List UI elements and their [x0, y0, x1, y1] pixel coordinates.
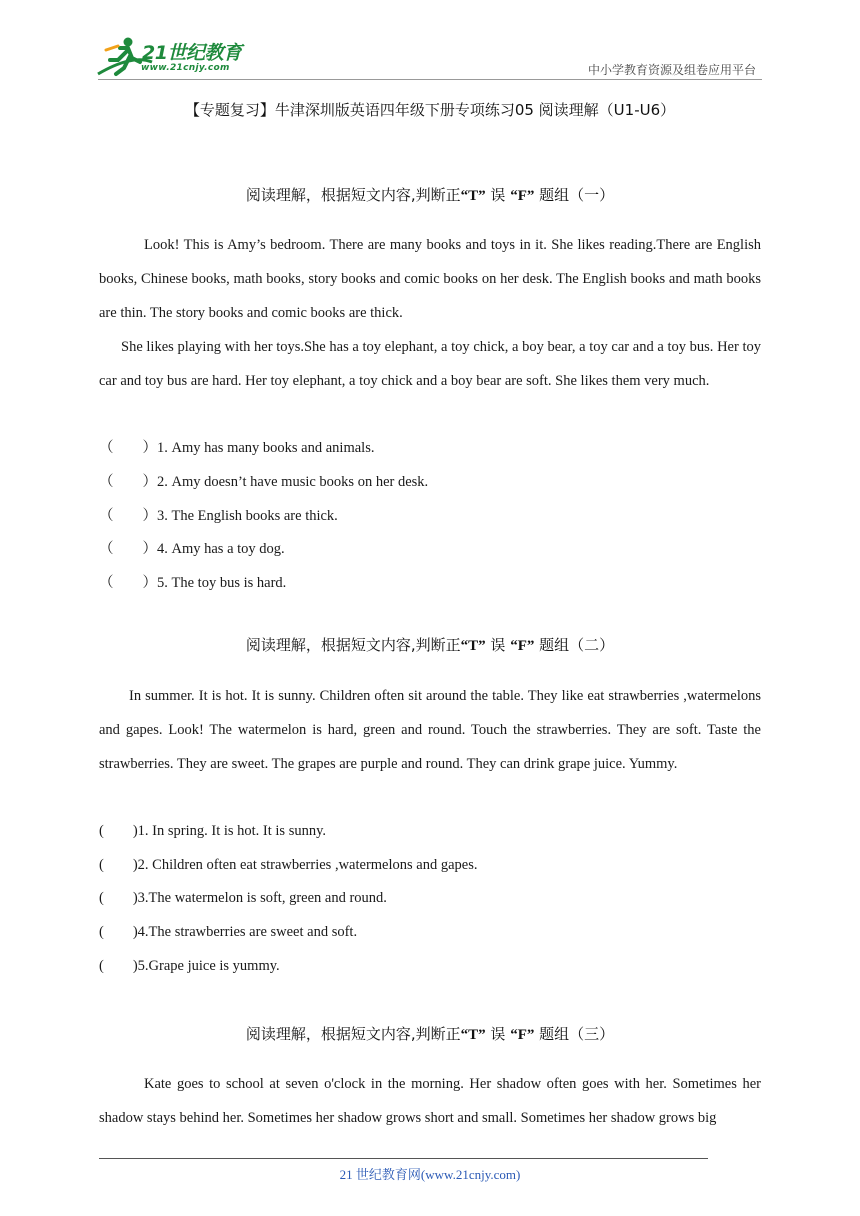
document-title: 【专题复习】牛津深圳版英语四年级下册专项练习05 阅读理解（U1-U6）: [184, 101, 676, 119]
logo-url: www.21cnjy.com: [141, 63, 230, 73]
question-item: ( )1. In spring. It is hot. It is sunny.: [99, 823, 327, 839]
passage-paragraph: She likes playing with her toys.She has a toy elephant, a toy chick, a boy bear, a toy car and a toy bus. Her toy car and toy bus are hard. Her toy elephant, a toy chick and a boy bear are soft. She likes them very much.: [99, 339, 761, 389]
question-item: ( )3.The watermelon is soft, green and round.: [99, 890, 387, 906]
header-platform-text: 中小学教育资源及组卷应用平台: [587, 63, 756, 77]
question-item: ( )2. Children often eat strawberries ,watermelons and gapes.: [99, 857, 478, 873]
logo-text: 21世纪教育: [142, 42, 242, 64]
question-item: ( )5.Grape juice is yummy.: [99, 958, 280, 974]
question-item: ( )4.The strawberries are sweet and soft.: [99, 924, 358, 940]
section-heading-3: 阅读理解，根据短文内容,判断正“T” 误 “F” 题组（三）: [245, 1025, 615, 1043]
footer-text[interactable]: 21 世纪教育网(www.21cnjy.com): [339, 1167, 521, 1182]
section-heading-2: 阅读理解，根据短文内容,判断正“T” 误 “F” 题组（二）: [245, 636, 615, 654]
header-divider: [98, 79, 762, 80]
section-heading-1: 阅读理解，根据短文内容,判断正“T” 误 “F” 题组（一）: [245, 186, 615, 204]
footer-divider: [99, 1158, 708, 1159]
question-item: （ ）3. The English books are thick.: [99, 508, 338, 524]
question-item: （ ）4. Amy has a toy dog.: [99, 541, 285, 557]
question-item: （ ）5. The toy bus is hard.: [99, 575, 287, 591]
passage-paragraph: Look! This is Amy’s bedroom. There are many books and toys in it. She likes reading.There are English books, Chinese books, math books, story books and comic books on her desk. The English books and math books are thin. The story books and comic books are thick.: [99, 237, 761, 321]
passage-paragraph: In summer. It is hot. It is sunny. Children often sit around the table. They like eat strawberries ,watermelons and gapes. Look! The watermelon is hard, green and round. Touch the strawberries. They are soft. Taste the strawberries. They are sweet. The grapes are purple and round. They can drink grape juice. Yummy.: [99, 688, 761, 772]
passage-paragraph: Kate goes to school at seven o'clock in the morning. Her shadow often goes with her. Sometimes her shadow stays behind her. Sometimes her shadow grows short and small. Sometimes her shadow grows big: [99, 1076, 761, 1126]
question-item: （ ）1. Amy has many books and animals.: [99, 440, 375, 456]
question-item: （ ）2. Amy doesn’t have music books on her desk.: [99, 474, 429, 490]
